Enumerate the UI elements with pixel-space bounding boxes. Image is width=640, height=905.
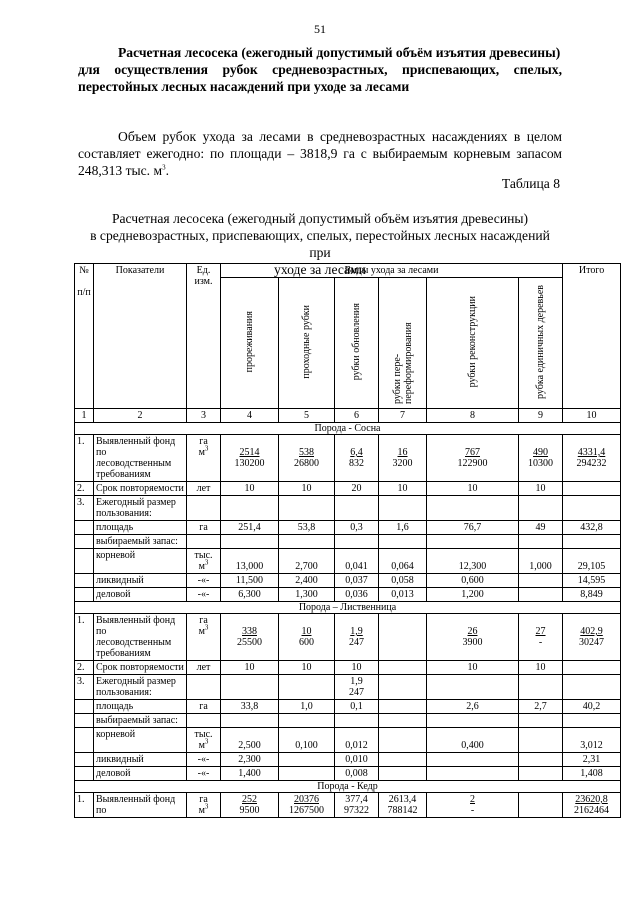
heading-line-2: для осуществления рубок средневозрастных, приспевающих, спелых, перестойных лесных насаждений при уходе за лесами (78, 62, 562, 94)
table-row: деловой -«- 6,300 1,300 0,036 0,013 1,200 8,849 (75, 588, 621, 602)
table-row: площадь га 251,4 53,8 0,3 1,6 76,7 49 432,8 (75, 521, 621, 535)
head-col-renewal: рубки обновления (335, 278, 379, 409)
head-col-reconstruction: рубки реконструкции (427, 278, 519, 409)
table-number: Таблица 8 (501, 176, 560, 191)
head-unit: Ед. изм. (187, 264, 221, 409)
table-row: выбираемый запас: (75, 535, 621, 549)
section-listvennitsa: Порода – Лиственница (75, 602, 621, 614)
intro-text: Объем рубок ухода за лесами в средневозрастных насаждениях в целом составляет ежегодно: по площади – 3818,9 га с выбираемым корневым запасом 248,313 тыс. м (78, 129, 562, 178)
page-number: 51 (314, 22, 326, 36)
table-row: 3. Ежегодный размер пользования: 1,9 247 (75, 675, 621, 700)
table-row: 1. Выявленный фонд по лесоводственным требованиям га $м^3$ 2514 130200 538 26800 6,4 832 16 3200 767 122900 490 10300 4331,4 294232 (75, 435, 621, 482)
head-total: Итого (563, 264, 621, 409)
table-row: площадь га 33,8 1,0 0,1 2,6 2,7 40,2 (75, 700, 621, 714)
head-indicators: Показатели (94, 264, 187, 409)
table-row: корневой тыс. $м^3$ 2,500 0,100 0,012 0,400 3,012 (75, 728, 621, 753)
allowable-cut-table (74, 263, 621, 818)
document-heading (78, 44, 562, 95)
table-row: 2. Срок повторяемости лет 10 10 10 10 10 (75, 661, 621, 675)
heading-line-1: Расчетная лесосека (ежегодный допустимый объём изъятия древесины) (118, 45, 561, 60)
table-row: выбираемый запас: (75, 714, 621, 728)
table-title-line-1: Расчетная лесосека (ежегодный допустимый объём изъятия древесины) (111, 211, 529, 226)
head-types: Виды ухода за лесами (221, 264, 563, 278)
table-row: 2. Срок повторяемости лет 10 10 20 10 10 10 (75, 482, 621, 496)
head-col-thinning: прореживания (221, 278, 279, 409)
section-kedr: Порода - Кедр (75, 781, 621, 793)
table-title-line-2: в средневозрастных, приспевающих, спелых, перестойных лесных насаждений при (90, 228, 550, 260)
intro-sup: 3 (162, 163, 166, 172)
head-col-passage: проходные рубки (279, 278, 335, 409)
table-row: деловой -«- 1,400 0,008 1,408 (75, 767, 621, 781)
table-row: 1. Выявленный фонд по лесоводственным требованиям га $м^3$ 338 25500 10 600 1,9 247 26 3900 27 - 402,9 30247 (75, 614, 621, 661)
table-row: 3. Ежегодный размер пользования: (75, 496, 621, 521)
table-row: ликвидный -«- 11,500 2,400 0,037 0,058 0,600 14,595 (75, 574, 621, 588)
head-num: № п/п (75, 264, 94, 409)
column-numbers-row: 1 2 3 4 5 6 7 8 9 10 (75, 409, 621, 423)
intro-paragraph (78, 128, 562, 179)
table-row: 1. Выявленный фонд по га $м^3$ 252 9500 20376 1267500 377,4 97322 2613,4 788142 2 - 23620,8 2162464 (75, 793, 621, 818)
table-row: ликвидный -«- 2,300 0,010 2,31 (75, 753, 621, 767)
intro-end: . (165, 163, 169, 178)
head-col-single-trees: рубка единичных деревьев (519, 278, 563, 409)
table-row: корневой тыс. $м^3$ 13,000 2,700 0,041 0,064 12,300 1,000 29,105 (75, 549, 621, 574)
section-sosna: Порода - Сосна (75, 423, 621, 435)
table-title-line-3: уходе за лесами (274, 262, 366, 277)
head-col-reformation: рубки пере-переформирования (379, 278, 427, 409)
